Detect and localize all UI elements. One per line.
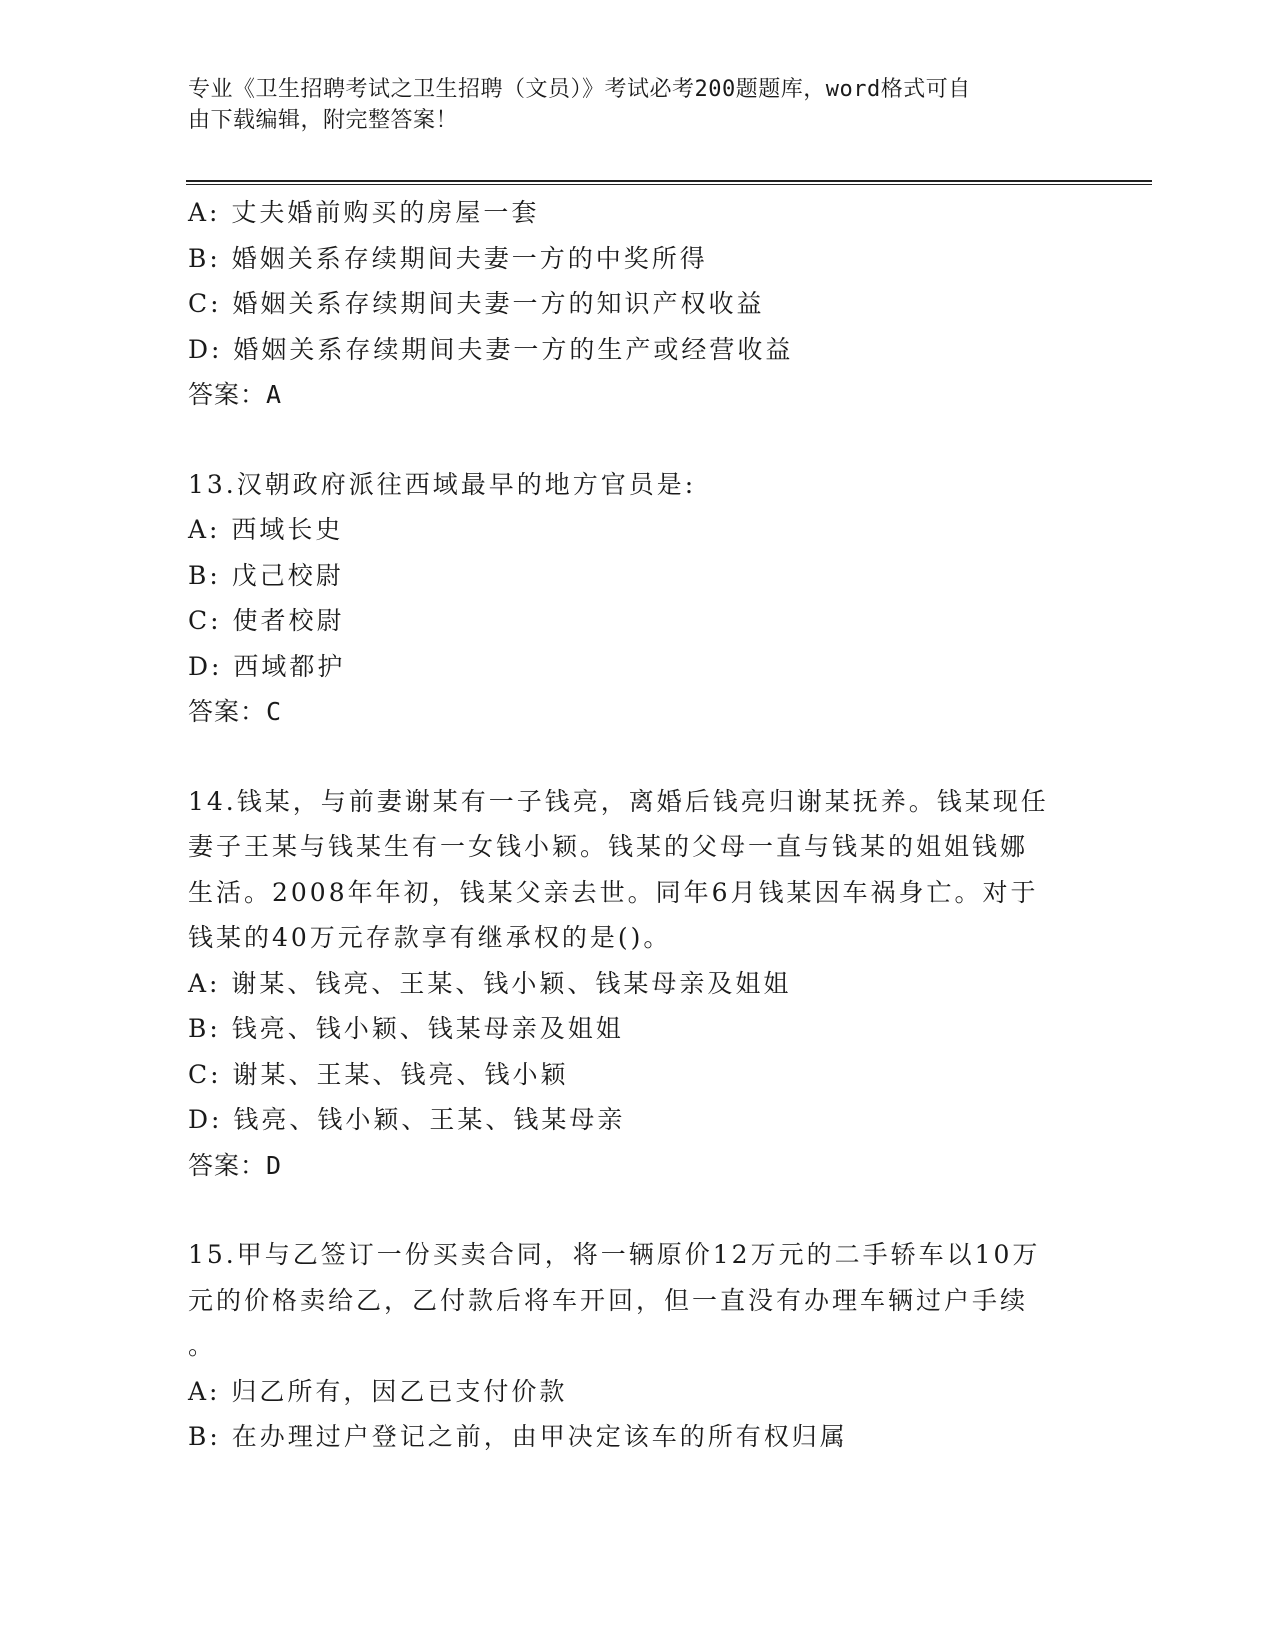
question-15 xyxy=(188,1232,1088,1460)
question-13 xyxy=(188,462,1088,735)
option-c: C: 婚姻关系存续期间夫妻一方的知识产权收益 xyxy=(188,289,765,318)
answer-value: C xyxy=(266,697,283,726)
option-a: A: 丈夫婚前购买的房屋一套 xyxy=(188,198,540,227)
answer-value: D xyxy=(266,1150,283,1180)
question-stem-line: 钱某的40万元存款享有继承权的是()。 xyxy=(188,923,672,952)
option-a: A: 归乙所有，因乙已支付价款 xyxy=(188,1376,568,1406)
option-d: D: 西域都护 xyxy=(188,651,346,681)
question-stem-line: 妻子王某与钱某生有一女钱小颖。钱某的父母一直与钱某的姐姐钱娜 xyxy=(188,832,1029,861)
option-b: B: 在办理过户登记之前，由甲决定该车的所有权归属 xyxy=(188,1422,848,1451)
header-divider-thick xyxy=(186,180,1152,182)
answer-line xyxy=(188,1143,1088,1189)
header-divider-thin xyxy=(186,184,1152,185)
option-b: B: 戊己校尉 xyxy=(188,560,344,590)
option-c: C: 谢某、王某、钱亮、钱小颖 xyxy=(188,1059,569,1089)
question-stem: 13.汉朝政府派往西域最早的地方官员是: xyxy=(188,469,697,499)
answer-label: 答案： xyxy=(188,1150,267,1180)
answer-label: 答案： xyxy=(188,697,267,726)
answer-label: 答案： xyxy=(188,380,267,409)
question-stem-line: 元的价格卖给乙，乙付款后将车开回，但一直没有办理车辆过户手续 xyxy=(188,1285,1029,1315)
answer-line xyxy=(188,372,1088,418)
header-line-1: 专业《卫生招聘考试之卫生招聘（文员）》考试必考200题题库，word格式可自 xyxy=(188,77,971,102)
question-stem-line: 14.钱某，与前妻谢某有一子钱亮，离婚后钱亮归谢某抚养。钱某现任 xyxy=(188,786,1049,816)
header-line-2: 由下载编辑，附完整答案！ xyxy=(188,108,459,133)
option-d: D: 婚姻关系存续期间夫妻一方的生产或经营收益 xyxy=(188,334,794,364)
answer-line xyxy=(188,689,1088,735)
document-header xyxy=(188,74,1068,136)
option-d: D: 钱亮、钱小颖、王某、钱某母亲 xyxy=(188,1105,626,1134)
question-stem-line: 。 xyxy=(188,1331,217,1360)
question-list xyxy=(188,190,1088,1460)
question-stem-line: 15.甲与乙签订一份买卖合同，将一辆原价12万元的二手轿车以10万 xyxy=(188,1240,1041,1269)
option-a: A: 西域长史 xyxy=(188,515,344,544)
option-a: A: 谢某、钱亮、王某、钱小颖、钱某母亲及姐姐 xyxy=(188,968,792,998)
question-14 xyxy=(188,779,1088,1189)
question-prev xyxy=(188,190,1088,418)
option-b: B: 钱亮、钱小颖、钱某母亲及姐姐 xyxy=(188,1014,624,1043)
question-stem-line: 生活。2008年年初，钱某父亲去世。同年6月钱某因车祸身亡。对于 xyxy=(188,877,1039,907)
option-b: B: 婚姻关系存续期间夫妻一方的中奖所得 xyxy=(188,243,708,273)
option-c: C: 使者校尉 xyxy=(188,606,345,635)
answer-value: A xyxy=(266,380,283,409)
